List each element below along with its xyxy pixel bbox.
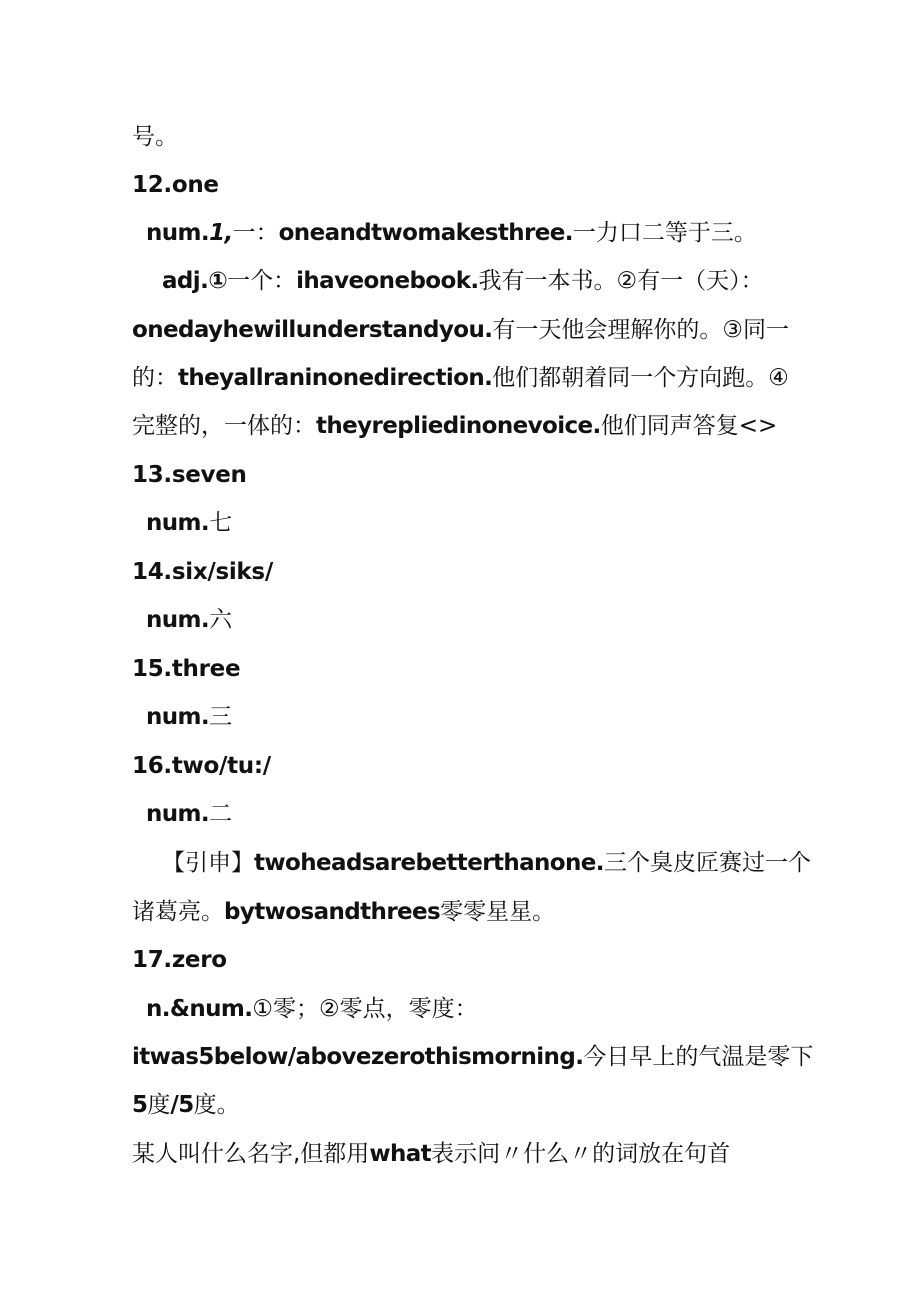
entry-heading bbox=[132, 654, 240, 684]
example-sentence: theyrepliedinonevoice. bbox=[316, 413, 601, 439]
extension-label: 【引申】 bbox=[162, 850, 254, 876]
text-fragment: /5 bbox=[170, 1092, 194, 1118]
entry-heading bbox=[132, 751, 271, 781]
part-of-speech: n.&num. bbox=[146, 996, 253, 1022]
part-of-speech: num. bbox=[146, 801, 210, 827]
example-sentence: bytwosandthrees bbox=[224, 899, 441, 925]
example-translation: 今日早上的气温是零下 bbox=[583, 1044, 814, 1070]
example-sentence: theyallraninonedirection. bbox=[178, 365, 493, 391]
entry-heading bbox=[132, 170, 219, 200]
definition-text: ①零；②零点，零度： bbox=[252, 996, 478, 1022]
sense-number: 1, bbox=[209, 220, 233, 246]
definition-line bbox=[132, 897, 555, 927]
entry-heading-text: 12.one bbox=[132, 172, 219, 198]
definition-line bbox=[146, 994, 478, 1024]
text-fragment: what bbox=[369, 1141, 432, 1167]
definition-line bbox=[132, 1042, 813, 1072]
example-sentence: itwas5below/abovezerothismorning. bbox=[132, 1044, 584, 1070]
definition-line bbox=[132, 363, 789, 393]
part-of-speech: num. bbox=[146, 220, 210, 246]
example-translation: 我有一本书。②有一（天）： bbox=[478, 268, 764, 294]
definition-text: 完整的，一体的： bbox=[132, 413, 316, 439]
example-sentence: ihaveonebook. bbox=[296, 268, 479, 294]
example-translation: 有一天他会理解你的。③同一 bbox=[492, 317, 790, 343]
definition-text: 二 bbox=[209, 801, 233, 827]
entry-heading-text: 16.two/tu:/ bbox=[132, 753, 271, 779]
definition-line bbox=[146, 702, 232, 732]
entry-heading-text: 15.three bbox=[132, 656, 241, 682]
example-translation: 三个臭皮匠赛过一个 bbox=[603, 850, 811, 876]
example-translation: 一力口二等于三。 bbox=[572, 220, 757, 246]
definition-text: 的： bbox=[132, 365, 178, 391]
text-line bbox=[132, 122, 178, 152]
example-translation: 诸葛亮。 bbox=[132, 899, 224, 925]
example-translation: 零零星星。 bbox=[440, 899, 556, 925]
definition-text: 三 bbox=[209, 704, 233, 730]
definition-line bbox=[132, 315, 789, 345]
definition-text: 一： bbox=[232, 220, 279, 246]
definition-text: 一个： bbox=[227, 268, 297, 294]
text-fragment: 度。 bbox=[193, 1092, 240, 1118]
sense-number: ① bbox=[208, 268, 228, 294]
entry-heading bbox=[132, 460, 247, 490]
entry-heading-text: 17.zero bbox=[132, 947, 227, 973]
definition-line bbox=[132, 1090, 240, 1120]
example-sentence: twoheadsarebetterthanone. bbox=[254, 850, 604, 876]
text-fragment: 表示问〃什么〃的词放在句首 bbox=[431, 1141, 731, 1167]
definition-line bbox=[162, 848, 811, 878]
definition-line bbox=[162, 266, 764, 296]
definition-line bbox=[132, 411, 777, 441]
definition-text: 七 bbox=[209, 510, 233, 536]
definition-line bbox=[146, 605, 232, 635]
text-line bbox=[132, 1139, 730, 1169]
example-sentence: onedayhewillunderstandyou. bbox=[132, 317, 493, 343]
definition-line bbox=[146, 799, 232, 829]
example-translation: 他们都朝着同一个方向跑。④ bbox=[492, 365, 789, 391]
part-of-speech: num. bbox=[146, 704, 210, 730]
part-of-speech: num. bbox=[146, 607, 210, 633]
text-fragment: 号。 bbox=[132, 124, 178, 150]
entry-heading-text: 14.six/siks/ bbox=[132, 559, 273, 585]
text-fragment: 5 bbox=[132, 1092, 148, 1118]
entry-heading bbox=[132, 945, 227, 975]
example-translation: 他们同声答复<> bbox=[600, 413, 778, 439]
text-fragment: 某人叫什么名字,但都用 bbox=[132, 1141, 370, 1167]
part-of-speech: adj. bbox=[162, 268, 209, 294]
entry-heading-text: 13.seven bbox=[132, 462, 247, 488]
example-sentence: oneandtwomakesthree. bbox=[278, 220, 573, 246]
entry-heading bbox=[132, 557, 273, 587]
part-of-speech: num. bbox=[146, 510, 210, 536]
text-fragment: 度 bbox=[147, 1092, 171, 1118]
definition-line bbox=[146, 218, 757, 248]
definition-line bbox=[146, 508, 232, 538]
definition-text: 六 bbox=[209, 607, 233, 633]
